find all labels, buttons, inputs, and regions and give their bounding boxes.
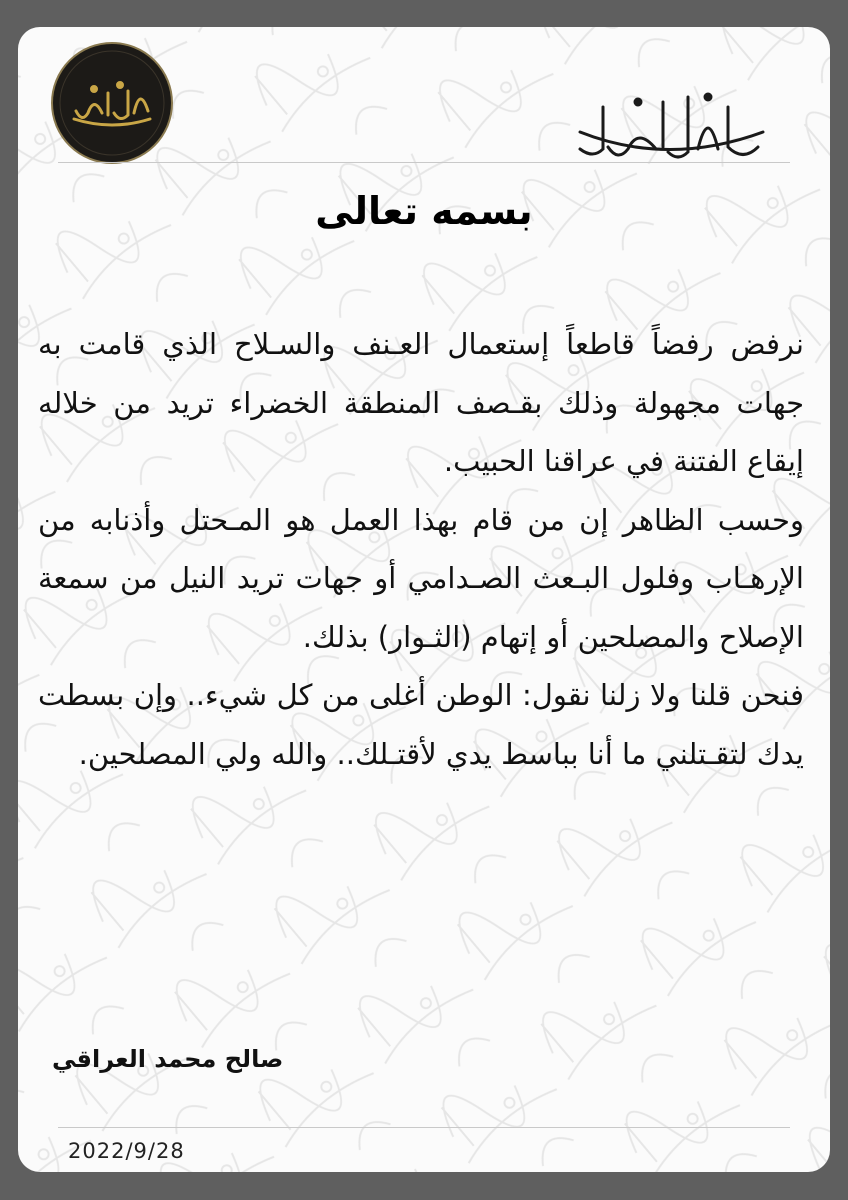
paragraph: نرفض رفضاً قاطعاً إستعمال العـنف والسـلاح الذي قامت به جهات مجهولة وذلك بقـصف المنطقة الخضراء تريد من خلاله إيقاع الفتنة في عراقنا الحبيب. — [38, 327, 804, 478]
date: 2022/9/28 — [68, 1139, 185, 1163]
paragraph: وحسب الظاهر إن من قام بهذا العمل هو المـحتل وأذنابه من الإرهـاب وفلول البـعث الصـدامي أو جهات تريد النيل من سمعة الإصلاح والمصلحين أو إتهام (الثـوار) بذلك. — [38, 502, 804, 654]
page-title: بسمه تعالى — [315, 189, 533, 233]
statement-page — [18, 27, 830, 1172]
signature-name: صالح محمد العراقي — [52, 1045, 284, 1073]
statement-body — [38, 315, 804, 783]
paragraph: فنحن قلنا ولا زلنا نقول: الوطن أغلى من كل شيء.. وإن بسطت يدك لتقـتلني ما أنا بباسط يدي لأقتـلك.. والله ولي المصلحين. — [38, 678, 804, 771]
minister-emblem-logo — [50, 41, 174, 165]
footer-divider — [58, 1127, 790, 1128]
header-divider — [58, 162, 790, 163]
signature-calligraphy-logo — [568, 67, 778, 172]
